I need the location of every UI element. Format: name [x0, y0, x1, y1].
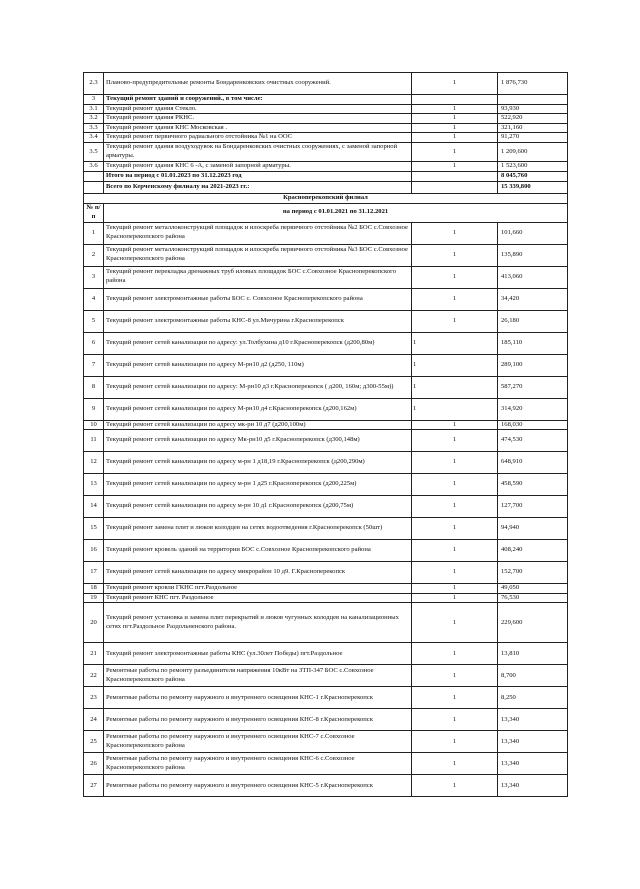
row-quantity [412, 95, 498, 105]
row-quantity: 1 [412, 123, 498, 133]
row-number: 3.4 [84, 133, 104, 143]
top-table-row [84, 142, 568, 161]
row-number: 24 [84, 709, 104, 731]
table-row [84, 310, 568, 332]
table-row [84, 430, 568, 452]
row-amount: 321,160 [498, 123, 568, 133]
table-row [84, 603, 568, 643]
row-quantity: 1 [412, 310, 498, 332]
row-description: Текущий ремонт сетей канализации по адресу: М-рн10 д3 г.Красноперекопск ( д200, 160м; д300-55м)) [104, 376, 412, 398]
row-number [84, 171, 104, 181]
row-amount: 13,340 [498, 753, 568, 775]
row-number: 6 [84, 332, 104, 354]
row-quantity: 1 [412, 753, 498, 775]
row-number: 1 [84, 222, 104, 244]
row-description: Ремонтные работы по ремонту разъединителя напряжения 10кВт на ЗТП-347 БОС с.Совхозное Красноперекопского района [104, 665, 412, 687]
row-quantity: 1 [412, 584, 498, 594]
row-number: 22 [84, 665, 104, 687]
table-row [84, 584, 568, 594]
section-title: Красноперекопский филиал [84, 193, 568, 203]
row-description: Текущий ремонт сетей канализации по адресу Мк-рн10 д5 г.Красноперекопск (д300,148м) [104, 430, 412, 452]
row-quantity: 1 [412, 452, 498, 474]
row-amount: 1 876,730 [498, 73, 568, 95]
table-row [84, 474, 568, 496]
table-row [84, 731, 568, 753]
row-quantity: 1 [412, 430, 498, 452]
row-amount: 152,700 [498, 562, 568, 584]
row-amount: 229,600 [498, 603, 568, 643]
row-description: Текущий ремонт сетей канализации по адресу м-рн 1 д25 г.Красноперекопск (д200,225м) [104, 474, 412, 496]
row-amount: 13,340 [498, 775, 568, 797]
row-quantity: 1 [412, 540, 498, 562]
table-row [84, 687, 568, 709]
row-description: Текущий ремонт сетей канализации по адресу мк-рн 10 д7 (д200,100м) [104, 420, 412, 430]
row-amount: 76,530 [498, 593, 568, 603]
row-description: Ремонтные работы по ремонту наружного и внутреннего освещения КНС-8 г.Красноперекопск [104, 709, 412, 731]
row-quantity: 1 [412, 142, 498, 161]
row-quantity: 1 [412, 603, 498, 643]
row-amount: 408,240 [498, 540, 568, 562]
row-amount: 1 209,600 [498, 142, 568, 161]
row-amount: 587,270 [498, 376, 568, 398]
table-row [84, 452, 568, 474]
row-amount: 413,060 [498, 266, 568, 288]
row-description: Текущий ремонт металлоконструкций площадок и илоскреба первичного отстойника №2 БОС с.Совхозное Красноперекопского района [104, 222, 412, 244]
row-description: Текущий ремонт замена плит и люков колодцев на сетях водоотведения г.Красноперекопск (50шт) [104, 518, 412, 540]
row-quantity: 1 [412, 420, 498, 430]
row-description: Текущий ремонт здания РКНС. [104, 114, 412, 124]
row-number: 2.3 [84, 73, 104, 95]
section-title-row [84, 193, 568, 203]
top-table-row [84, 171, 568, 181]
table-row [84, 354, 568, 376]
row-description: Текущий ремонт сетей канализации по адресу М-рн10 д4 г.Красноперекопск (д200,162м) [104, 398, 412, 420]
row-description: Текущий ремонт сетей канализации по адресу М-рн10 д2 (д250, 110м) [104, 354, 412, 376]
header-num: № п/п [84, 203, 104, 222]
row-number: 12 [84, 452, 104, 474]
main-section [84, 222, 568, 797]
row-quantity: 1 [412, 104, 498, 114]
row-number: 13 [84, 474, 104, 496]
row-number: 20 [84, 603, 104, 643]
row-description: Ремонтные работы по ремонту наружного и внутреннего освещения КНС-7 с.Совхозное Красноперекопского района [104, 731, 412, 753]
row-description: Всего по Керченскому филиалу на 2021-2023 гг.: [104, 181, 412, 193]
row-quantity: 1 [412, 288, 498, 310]
row-number: 23 [84, 687, 104, 709]
row-amount: 26,180 [498, 310, 568, 332]
row-description: Текущий ремонт здания КНС Московская . [104, 123, 412, 133]
row-description: Текущий ремонт КНС пгт. Раздольное [104, 593, 412, 603]
row-quantity: 1 [412, 161, 498, 171]
table-row [84, 753, 568, 775]
row-quantity: 1 [412, 354, 498, 376]
table-row [84, 540, 568, 562]
row-quantity: 1 [412, 709, 498, 731]
row-description: Текущий ремонт зданий и сооружений., в том числе: [104, 95, 412, 105]
table-row [84, 496, 568, 518]
row-quantity: 1 [412, 665, 498, 687]
row-number: 3.5 [84, 142, 104, 161]
row-number: 5 [84, 310, 104, 332]
row-quantity [412, 171, 498, 181]
row-quantity: 1 [412, 73, 498, 95]
row-quantity: 1 [412, 643, 498, 665]
row-number: 11 [84, 430, 104, 452]
row-number: 4 [84, 288, 104, 310]
row-quantity: 1 [412, 562, 498, 584]
table-row [84, 518, 568, 540]
row-quantity: 1 [412, 731, 498, 753]
row-amount: 474,530 [498, 430, 568, 452]
table-row [84, 665, 568, 687]
row-number: 21 [84, 643, 104, 665]
row-description: Текущий ремонт здания воздуходувок на Бондаренковских очистных сооружениях, с заменой запорной арматуры. [104, 142, 412, 161]
row-description: Текущий ремонт сетей канализации по адресу м-рн 1 д18,19 г.Красноперекопск (д200,290м) [104, 452, 412, 474]
row-description: Текущий ремонт электромонтажные работы КНС-8 ул.Мичурина г.Красноперекопск [104, 310, 412, 332]
row-description: Итого на период с 01.01.2023 по 31.12.2023 год [104, 171, 412, 181]
row-number: 3.3 [84, 123, 104, 133]
row-quantity: 1 [412, 244, 498, 266]
row-number: 8 [84, 376, 104, 398]
header-period: на период с 01.01.2021 по 31.12.2021 [104, 203, 568, 222]
table-row [84, 222, 568, 244]
row-description: Текущий ремонт первичного радиального отстойника №1 на ООС [104, 133, 412, 143]
row-number: 10 [84, 420, 104, 430]
row-amount: 13,340 [498, 709, 568, 731]
table-row [84, 593, 568, 603]
row-amount: 49,050 [498, 584, 568, 594]
row-amount: 91,270 [498, 133, 568, 143]
row-number: 3.2 [84, 114, 104, 124]
document-page [83, 72, 567, 797]
table-row [84, 709, 568, 731]
row-number: 9 [84, 398, 104, 420]
row-number: 27 [84, 775, 104, 797]
row-description: Текущий ремонт электромонтажные работы КНС (ул.30лет Победы) пгт.Раздольное [104, 643, 412, 665]
top-table-row [84, 123, 568, 133]
row-number: 14 [84, 496, 104, 518]
row-number: 17 [84, 562, 104, 584]
table-row [84, 266, 568, 288]
row-quantity: 1 [412, 222, 498, 244]
row-quantity: 1 [412, 775, 498, 797]
row-quantity: 1 [412, 133, 498, 143]
section-header [84, 193, 568, 222]
table-row [84, 376, 568, 398]
row-amount [498, 95, 568, 105]
row-description: Текущий ремонт кровли ГКНС пгт.Раздольное [104, 584, 412, 594]
row-amount: 168,030 [498, 420, 568, 430]
row-description: Текущий ремонт здания КНС 6 -А, с заменой запорной арматуры. [104, 161, 412, 171]
row-number: 3.6 [84, 161, 104, 171]
table-row [84, 775, 568, 797]
row-number: 3 [84, 266, 104, 288]
row-number: 16 [84, 540, 104, 562]
row-description: Текущий ремонт металлоконструкций площадок и илоскреба первичного отстойника №3 БОС с.Совхозное Красноперекопского района [104, 244, 412, 266]
row-quantity [412, 181, 498, 193]
row-amount: 13,340 [498, 731, 568, 753]
row-amount: 1 523,600 [498, 161, 568, 171]
top-table-row [84, 161, 568, 171]
row-number: 2 [84, 244, 104, 266]
row-description: Текущий ремонт сетей канализации по адресу микрорайон 10 д9. Г.Красноперекопск [104, 562, 412, 584]
row-amount: 185,110 [498, 332, 568, 354]
top-table-row [84, 181, 568, 193]
row-quantity: 1 [412, 332, 498, 354]
row-amount: 458,590 [498, 474, 568, 496]
row-amount: 135,890 [498, 244, 568, 266]
row-quantity: 1 [412, 593, 498, 603]
row-amount: 34,420 [498, 288, 568, 310]
row-number: 15 [84, 518, 104, 540]
row-quantity: 1 [412, 114, 498, 124]
row-description: Текущий ремонт здания Стекло. [104, 104, 412, 114]
row-description: Текущий ремонт кровель зданий на территории БОС с.Совхозное Красноперекопского района [104, 540, 412, 562]
row-number: 7 [84, 354, 104, 376]
row-number: 3 [84, 95, 104, 105]
table-row [84, 643, 568, 665]
row-amount: 93,930 [498, 104, 568, 114]
row-number [84, 181, 104, 193]
row-quantity: 1 [412, 266, 498, 288]
row-amount: 8,700 [498, 665, 568, 687]
row-number: 26 [84, 753, 104, 775]
row-number: 25 [84, 731, 104, 753]
top-table-row [84, 133, 568, 143]
repair-table [83, 72, 568, 797]
row-amount: 8 045,760 [498, 171, 568, 181]
top-table-row [84, 73, 568, 95]
row-amount: 648,910 [498, 452, 568, 474]
row-description: Текущий ремонт установка и замена плит перекрытий и люков чугунных колодцев на канализационных сетях пгт.Раздольное Раздольненского района. [104, 603, 412, 643]
table-row [84, 398, 568, 420]
top-table-row [84, 104, 568, 114]
row-description: Текущий ремонт перекладка дренажных труб иловых площадок БОС с.Совхозное Красноперекопского района [104, 266, 412, 288]
row-description: Ремонтные работы по ремонту наружного и внутреннего освещения КНС-6 с.Совхозное Красноперекопского района [104, 753, 412, 775]
row-amount: 289,100 [498, 354, 568, 376]
row-quantity: 1 [412, 376, 498, 398]
row-quantity: 1 [412, 496, 498, 518]
row-quantity: 1 [412, 398, 498, 420]
row-description: Ремонтные работы по ремонту наружного и внутреннего освещения КНС-1 г.Красноперекопск [104, 687, 412, 709]
top-table-row [84, 95, 568, 105]
row-number: 3.1 [84, 104, 104, 114]
row-description: Текущий ремонт сетей канализации по адресу: ул.Толбухина д10 г.Красноперекопск (д200,80м) [104, 332, 412, 354]
row-description: Текущий ремонт электромонтажные работы БОС с. Совхозное Красноперекопского района [104, 288, 412, 310]
row-description: Текущий ремонт сетей канализации по адресу м-рн 10 д1 г.Красноперекопск (д200,75м) [104, 496, 412, 518]
row-amount: 8,250 [498, 687, 568, 709]
row-quantity: 1 [412, 518, 498, 540]
row-amount: 522,920 [498, 114, 568, 124]
row-description: Планово-предупредительные ремонты Бондаренковских очистных сооружений. [104, 73, 412, 95]
column-header-row [84, 203, 568, 222]
table-row [84, 288, 568, 310]
top-table-row [84, 114, 568, 124]
table-row [84, 332, 568, 354]
row-amount: 127,700 [498, 496, 568, 518]
row-amount: 314,920 [498, 398, 568, 420]
row-description: Ремонтные работы по ремонту наружного и внутреннего освещения КНС-5 г.Красноперекопск [104, 775, 412, 797]
table-row [84, 420, 568, 430]
row-amount: 94,940 [498, 518, 568, 540]
row-amount: 13,810 [498, 643, 568, 665]
table-row [84, 562, 568, 584]
top-section [84, 73, 568, 194]
row-number: 18 [84, 584, 104, 594]
row-amount: 15 339,800 [498, 181, 568, 193]
row-number: 19 [84, 593, 104, 603]
table-row [84, 244, 568, 266]
row-quantity: 1 [412, 687, 498, 709]
row-quantity: 1 [412, 474, 498, 496]
row-amount: 101,660 [498, 222, 568, 244]
